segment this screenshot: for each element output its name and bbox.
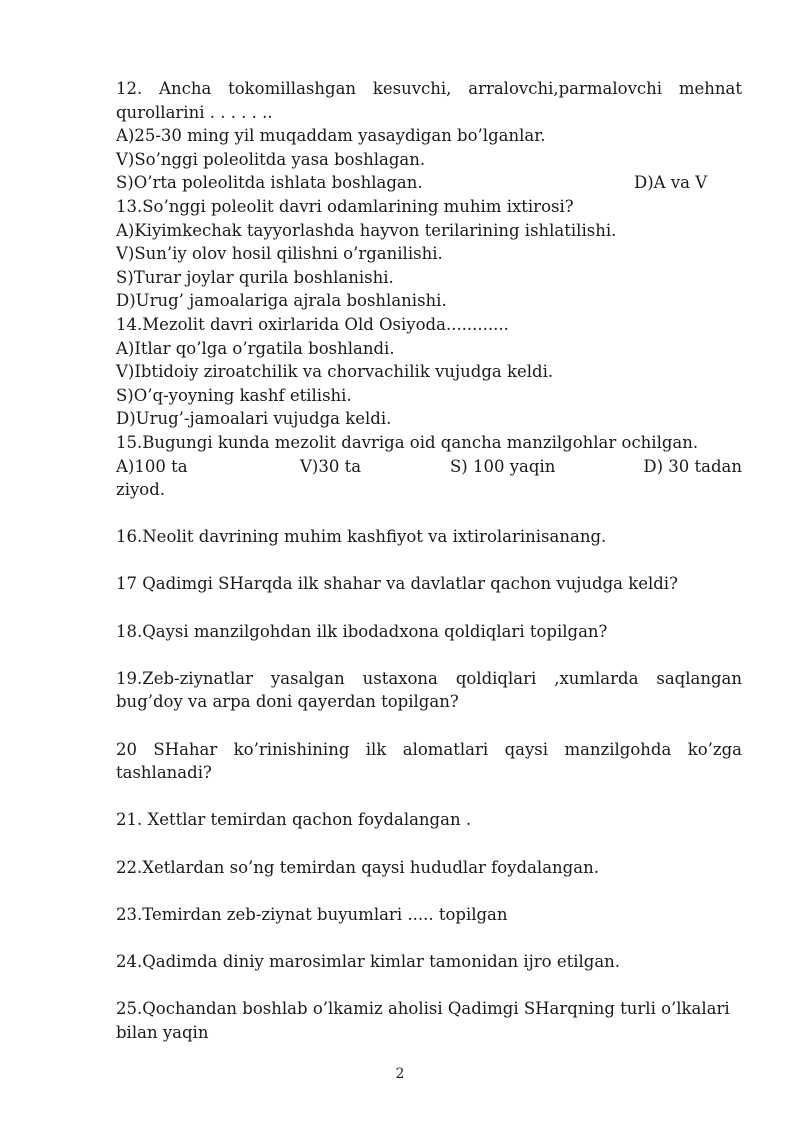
q13-option-d: D)Urug’ jamoalariga ajrala boshlanishi. (116, 291, 447, 311)
q16-question: 16.Neolit davrining muhim kashfiyot va ixtirolarinisanang. (116, 527, 607, 547)
q23-question: 23.Temirdan zeb-ziynat buyumlari ..... topilgan (116, 904, 508, 924)
q13-option-s: S)Turar joylar qurila boshlanishi. (116, 267, 394, 287)
page-number: 2 (395, 1066, 405, 1082)
q13-option-a: A)Kiyimkechak tayyorlashda hayvon terilarining ishlatilishi. (116, 220, 617, 240)
q14-option-a: A)Itlar qo’lga o’rgatila boshlandi. (116, 338, 395, 358)
q24-question: 24.Qadimda diniy marosimlar kimlar tamonidan ijro etilgan. (116, 951, 621, 971)
q19-line1: 19.Zeb-ziynatlar yasalgan ustaxona qoldiqlari ,xumlarda saqlangan (116, 668, 742, 688)
q15-question: 15.Bugungi kunda mezolit davriga oid qancha manzilgohlar ochilgan. (116, 432, 699, 452)
q15-options-row (116, 455, 742, 479)
q14-question: 14.Mezolit davri oxirlarida Old Osiyoda............ (116, 314, 509, 334)
q15-option-s: S) 100 yaqin (450, 456, 556, 476)
q21-question: 21. Xettlar temirdan qachon foydalangan . (116, 810, 472, 830)
q14-option-d: D)Urug’-jamoalari vujudga keldi. (116, 409, 392, 429)
q12-line2: qurollarini . . . . . .. (116, 102, 273, 122)
q12-row-s-d (116, 171, 742, 195)
q15-option-a: A)100 ta (116, 456, 188, 476)
q15-option-d-continued: ziyod. (116, 480, 166, 500)
q12-option-v: V)So’nggi poleolitda yasa boshlagan. (116, 149, 426, 169)
q20-line2: tashlanadi? (116, 763, 212, 783)
q15-option-v: V)30 ta (300, 456, 362, 476)
q12-option-a: A)25-30 ming yil muqaddam yasaydigan bo’lganlar. (116, 126, 546, 146)
question-list (116, 77, 742, 1044)
q13-question: 13.So’nggi poleolit davri odamlarining muhim ixtirosi? (116, 196, 574, 216)
q22-question: 22.Xetlardan so’ng temirdan qaysi hududlar foydalangan. (116, 857, 599, 877)
q12-option-s: S)O’rta poleolitda ishlata boshlagan. (116, 173, 423, 193)
q20-line1: 20 SHahar ko’rinishining ilk alomatlari qaysi manzilgohda ko’zga (116, 739, 742, 759)
q13-option-v: V)Sun’iy olov hosil qilishni o’rganilishi. (116, 244, 443, 264)
q15-option-d: D) 30 tadan (643, 456, 742, 476)
q19-line2: bug’doy va arpa doni qayerdan topilgan? (116, 692, 459, 712)
q14-option-s: S)O’q-yoyning kashf etilishi. (116, 385, 352, 405)
q12-line1: 12. Ancha tokomillashgan kesuvchi, arralovchi,parmalovchi mehnat (116, 79, 742, 98)
q14-option-v: V)Ibtidoiy ziroatchilik va chorvachilik vujudga keldi. (116, 362, 554, 382)
q25-line1: 25.Qochandan boshlab o’lkamiz aholisi Qadimgi SHarqning turli o’lkalari (116, 999, 730, 1019)
q25-line2: bilan yaqin (116, 1022, 209, 1042)
q12-option-d: D)A va V (634, 173, 708, 193)
q18-question: 18.Qaysi manzilgohdan ilk ibodadxona qoldiqlari topilgan? (116, 621, 608, 641)
q17-question: 17 Qadimgi SHarqda ilk shahar va davlatlar qachon vujudga keldi? (116, 574, 678, 594)
